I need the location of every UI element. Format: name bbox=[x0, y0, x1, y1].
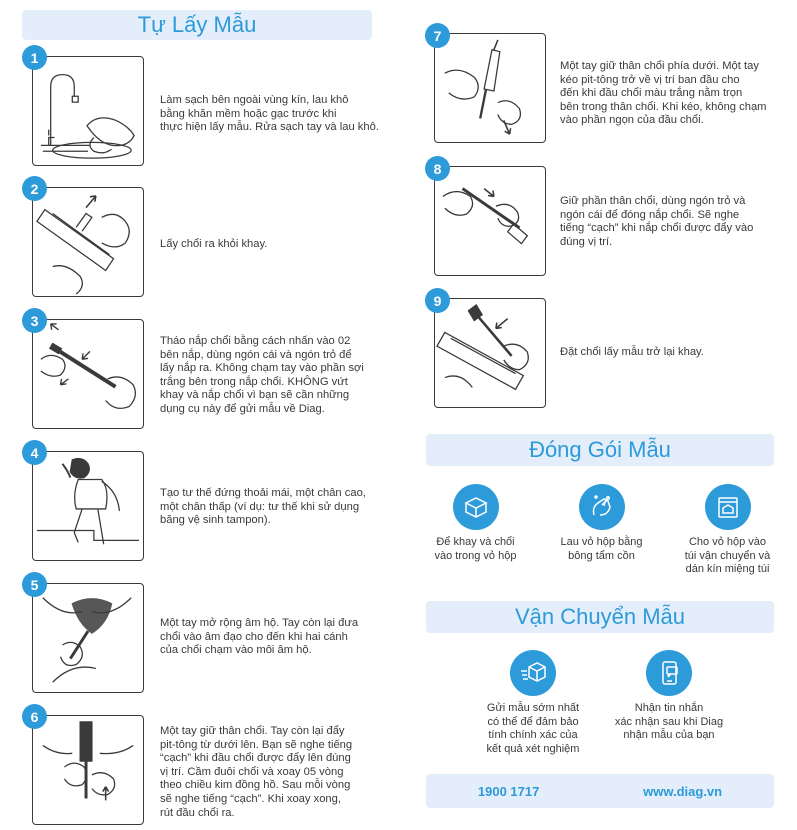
ship-step-send bbox=[468, 650, 598, 756]
step-9-illustration bbox=[434, 298, 546, 408]
step-7-text: Một tay giữ thân chổi phía dưới. Một tay kéo pit-tông trở về vị trí ban đầu cho đến khi đầu chổi màu trắng nằm trọn bên trong thân chổi. Khi kéo, không chạm vào phần ngọn của đầu chổi. bbox=[560, 60, 767, 127]
wipe-hands-icon bbox=[588, 493, 616, 521]
pack-step-bag-label: Cho vỏ hộp vào túi vận chuyển và dán kín miệng túi bbox=[684, 536, 771, 575]
step-3-text: Tháo nắp chổi bằng cách nhấn vào 02 bên nắp, dùng ngón cái và ngón trỏ để lấy nắp ra. Không chạm tay vào phần sợi trắng bên trong nắp chổi. KHÔNG vứt khay và nắp chổi vì bạn sẽ cần những dụng cụ này để gửi mẫu về Diag. bbox=[160, 335, 364, 415]
step-8-text: Giữ phần thân chổi, dùng ngón trỏ và ngón cái để đóng nắp chổi. Sẽ nghe tiếng “cạch” khi nắp chổi được đẩy vào đúng vị trí. bbox=[560, 195, 754, 248]
step-8-illustration bbox=[434, 166, 546, 276]
ship-step-confirm bbox=[604, 650, 734, 743]
step-6-badge: 6 bbox=[22, 704, 47, 729]
pack-step-bag bbox=[670, 484, 785, 577]
sealed-bag-icon bbox=[714, 493, 742, 521]
step-1-illustration bbox=[32, 56, 144, 166]
step-1-text: Làm sạch bên ngoài vùng kín, lau khô bằng khăn mềm hoặc gạc trước khi thực hiện lấy mẫu. Rửa sạch tay và lau khô. bbox=[160, 94, 379, 134]
step-2-badge: 2 bbox=[22, 176, 47, 201]
pack-step-tray bbox=[418, 484, 533, 563]
step-3-illustration bbox=[32, 319, 144, 429]
section-title-shipping: Vận Chuyển Mẫu bbox=[426, 601, 774, 633]
pack-step-tray-label: Để khay và chổi vào trong vỏ hộp bbox=[434, 536, 517, 562]
step-8-badge: 8 bbox=[425, 156, 450, 181]
step-4-illustration bbox=[32, 451, 144, 561]
section-title-packaging: Đóng Gói Mẫu bbox=[426, 434, 774, 466]
step-4-badge: 4 bbox=[22, 440, 47, 465]
phone-message-icon bbox=[655, 659, 683, 687]
website-link[interactable]: www.diag.vn bbox=[643, 783, 723, 799]
step-1-badge: 1 bbox=[22, 45, 47, 70]
step-2-text: Lấy chổi ra khỏi khay. bbox=[160, 238, 268, 250]
step-5-text: Một tay mở rộng âm hộ. Tay còn lại đưa chổi vào âm đạo cho đến khi hai cánh của chổi chạm vào môi âm hộ. bbox=[160, 617, 359, 657]
step-9-badge: 9 bbox=[425, 288, 450, 313]
step-3-badge: 3 bbox=[22, 308, 47, 333]
step-4-text: Tạo tư thế đứng thoải mái, một chân cao, một chân thấp (ví dụ: tư thế khi sử dụng băng vệ sinh tampon). bbox=[160, 487, 366, 527]
section-title-self-sampling: Tự Lấy Mẫu bbox=[22, 10, 372, 40]
step-6-text: Một tay giữ thân chổi. Tay còn lại đẩy pit-tông từ dưới lên. Bạn sẽ nghe tiếng “cạch” khi đầu chổi được đẩy lên đúng vị trí. Cầm đuôi chổi và xoay 05 vòng theo chiều kim đồng hồ. Sau mỗi vòng sẽ nghe tiếng “cạch”. Khi xoay xong, rút đầu chổi ra. bbox=[160, 725, 353, 819]
step-5-illustration bbox=[32, 583, 144, 693]
step-7-badge: 7 bbox=[425, 23, 450, 48]
ship-step-confirm-label: Nhận tin nhắn xác nhận sau khi Diag nhận mẫu của bạn bbox=[614, 702, 724, 741]
ship-step-send-label: Gửi mẫu sớm nhất có thể để đảm bảo tính chính xác của kết quả xét nghiệm bbox=[486, 702, 580, 755]
pack-step-wipe bbox=[544, 484, 659, 563]
delivery-box-icon bbox=[519, 659, 547, 687]
step-7-illustration bbox=[434, 33, 546, 143]
contact-footer bbox=[426, 774, 774, 808]
hotline-phone[interactable]: 1900 1717 bbox=[477, 783, 540, 799]
step-6-illustration bbox=[32, 715, 144, 825]
step-2-illustration bbox=[32, 187, 144, 297]
box-tray-icon bbox=[462, 493, 490, 521]
pack-step-wipe-label: Lau vỏ hộp bằng bông tẩm cồn bbox=[560, 536, 643, 562]
step-5-badge: 5 bbox=[22, 572, 47, 597]
step-9-text: Đặt chổi lấy mẫu trở lại khay. bbox=[560, 346, 704, 358]
